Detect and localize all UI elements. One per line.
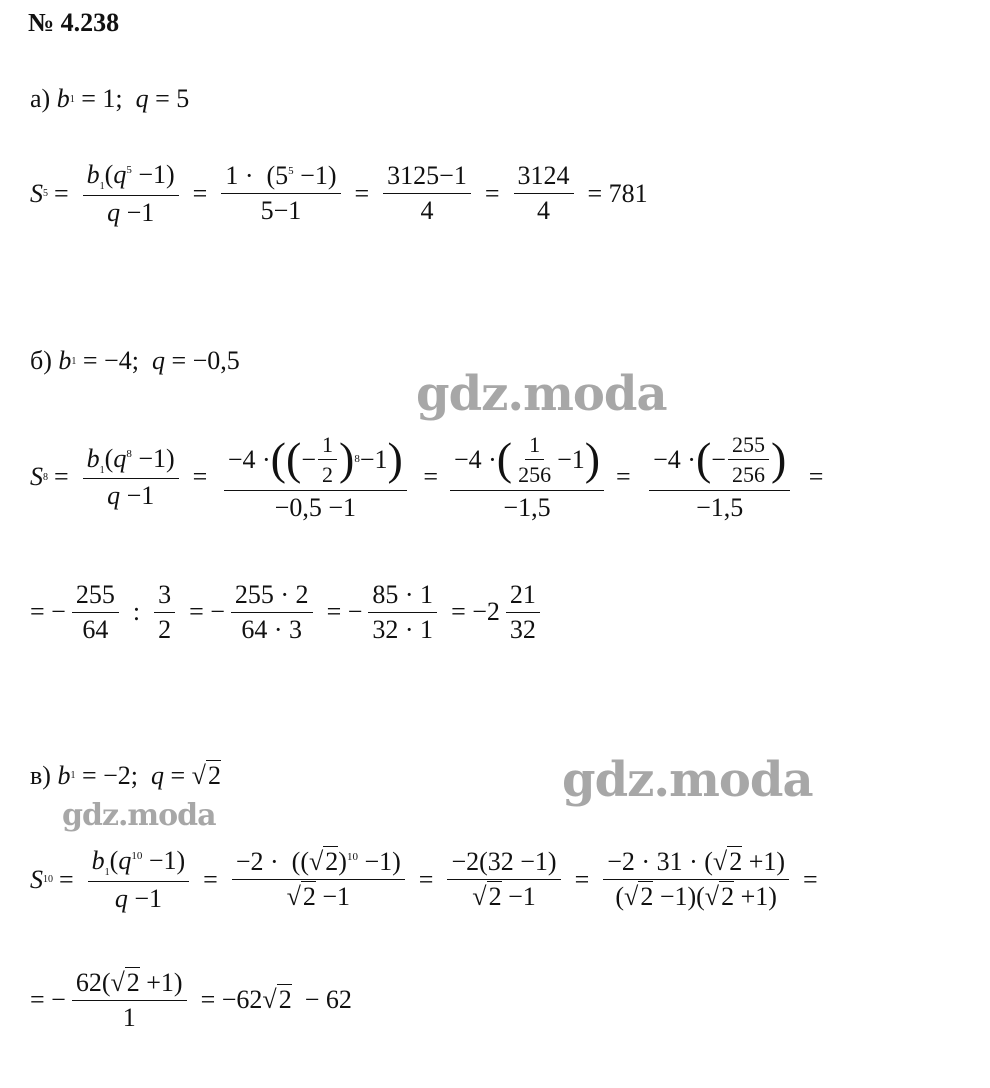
watermark-1: gdz.moda xyxy=(416,366,667,422)
watermark-3: gdz.moda xyxy=(62,798,216,833)
part-c-formula-line2: = − $\frac{62(√2 +1)}{1}$ = −62√2 − 62 xyxy=(30,968,352,1032)
part-b-formula-line2: = − $\frac{255}{64}$ : $\frac{3}{2}$ = − $\frac{255 \cdot 2}{64 \cdot 3}$ = − $\frac{85 \cdot 1}{32 \cdot 1}$ = −2 $\frac{21}{32}$ xyxy=(30,580,548,645)
watermark-2: gdz.moda xyxy=(562,752,813,808)
part-b-condition: б) b 1 = −4; q = −0,5 xyxy=(30,346,240,375)
part-c-condition: в) b 1 = −2; q = √ 2 xyxy=(30,760,221,790)
part-b-label: б) xyxy=(30,346,52,375)
part-a-formula: S 5 = $\frac{b_1(q^5 -1)}{q -1}$ = $\frac{1 \cdot (5^5 -1)}{5-1}$ = $\frac{3125-1}{4}$ = $\frac{3124}{4}$ = 781 xyxy=(30,160,648,227)
part-c-label: в) xyxy=(30,760,51,790)
part-a-condition: а) b 1 = 1; q = 5 xyxy=(30,84,190,113)
part-b-formula-line1: S 8 = $\frac{b_1(q^8 -1)}{q -1}$ = −4 · ( ( − $\frac{1}{2}$ ) 8 −1 ) −0,5 −1 = −4 · ( $\frac{1}{256}$ −1 ) −1,5 = −4 · ( − $\frac{255}{256}$ ) −1,5 = xyxy=(30,432,824,522)
problem-number: № 4.238 xyxy=(28,8,120,37)
part-a-label: а) xyxy=(30,84,51,113)
part-c-formula-line1: S 10 = $\frac{b_1(q^{10} -1)}{q -1}$ = $\frac{-2 \cdot ((√2)^{10} -1)}{√2 -1}$ = $\frac{-2(32 -1)}{√2 -1}$ = $\frac{-2 \cdot 31 \cdot (√2 +1)}{(√2 -1)(√2 +1)}$ = xyxy=(30,846,818,913)
